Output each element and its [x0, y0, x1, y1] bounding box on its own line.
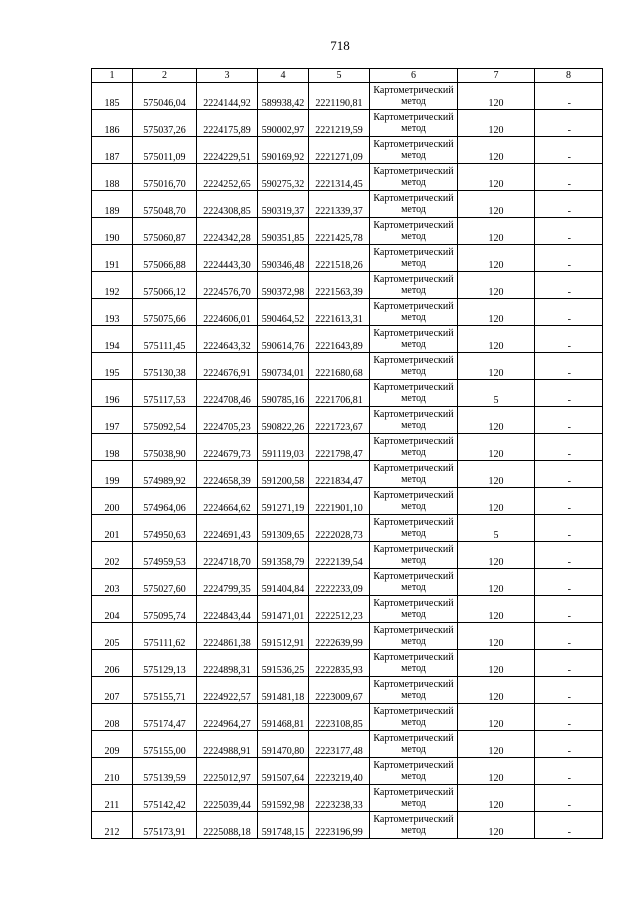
y2-coordinate-cell: 2221834,47	[309, 461, 370, 488]
point-number-cell: 188	[92, 164, 133, 191]
y-coordinate-cell: 2224691,43	[197, 515, 258, 542]
y-coordinate-cell: 2224799,35	[197, 569, 258, 596]
table-row	[92, 299, 603, 326]
x-coordinate-cell: 574959,53	[133, 542, 197, 569]
x-coordinate-cell: 575111,62	[133, 623, 197, 650]
y-coordinate-cell: 2224658,39	[197, 461, 258, 488]
method-cell: Картометрический метод	[370, 650, 458, 677]
y2-coordinate-cell: 2222028,73	[309, 515, 370, 542]
y2-coordinate-cell: 2221518,26	[309, 245, 370, 272]
accuracy-cell: 120	[458, 272, 535, 299]
point-number-cell: 211	[92, 785, 133, 812]
note-cell: -	[535, 83, 603, 110]
point-number-cell: 204	[92, 596, 133, 623]
method-cell: Картометрический метод	[370, 623, 458, 650]
accuracy-cell: 120	[458, 704, 535, 731]
y2-coordinate-cell: 2221219,59	[309, 110, 370, 137]
x-coordinate-cell: 575155,00	[133, 731, 197, 758]
note-cell: -	[535, 731, 603, 758]
y-coordinate-cell: 2224718,70	[197, 542, 258, 569]
x2-coordinate-cell: 590785,16	[258, 380, 309, 407]
table-row	[92, 650, 603, 677]
method-cell: Картометрический метод	[370, 83, 458, 110]
y2-coordinate-cell: 2221190,81	[309, 83, 370, 110]
table-row	[92, 326, 603, 353]
table-header-row	[92, 69, 603, 83]
y-coordinate-cell: 2224988,91	[197, 731, 258, 758]
method-cell: Картометрический метод	[370, 218, 458, 245]
table-row	[92, 488, 603, 515]
table-row	[92, 245, 603, 272]
y2-coordinate-cell: 2223196,99	[309, 812, 370, 839]
accuracy-cell: 120	[458, 164, 535, 191]
y2-coordinate-cell: 2221613,31	[309, 299, 370, 326]
y-coordinate-cell: 2225012,97	[197, 758, 258, 785]
x2-coordinate-cell: 590275,32	[258, 164, 309, 191]
y-coordinate-cell: 2224252,65	[197, 164, 258, 191]
method-cell: Картометрический метод	[370, 569, 458, 596]
table-row	[92, 407, 603, 434]
y-coordinate-cell: 2224175,89	[197, 110, 258, 137]
x-coordinate-cell: 575142,42	[133, 785, 197, 812]
accuracy-cell: 120	[458, 110, 535, 137]
header-cell: 2	[133, 69, 197, 83]
table-row	[92, 812, 603, 839]
table-row	[92, 515, 603, 542]
x-coordinate-cell: 575060,87	[133, 218, 197, 245]
header-cell: 8	[535, 69, 603, 83]
y2-coordinate-cell: 2222139,54	[309, 542, 370, 569]
y-coordinate-cell: 2225039,44	[197, 785, 258, 812]
y-coordinate-cell: 2224443,30	[197, 245, 258, 272]
x2-coordinate-cell: 591119,03	[258, 434, 309, 461]
accuracy-cell: 120	[458, 488, 535, 515]
method-cell: Картометрический метод	[370, 812, 458, 839]
y-coordinate-cell: 2224144,92	[197, 83, 258, 110]
y-coordinate-cell: 2224679,73	[197, 434, 258, 461]
y2-coordinate-cell: 2221901,10	[309, 488, 370, 515]
x-coordinate-cell: 575075,66	[133, 299, 197, 326]
point-number-cell: 189	[92, 191, 133, 218]
x2-coordinate-cell: 591536,25	[258, 650, 309, 677]
x2-coordinate-cell: 590464,52	[258, 299, 309, 326]
table-row	[92, 461, 603, 488]
point-number-cell: 193	[92, 299, 133, 326]
y2-coordinate-cell: 2221723,67	[309, 407, 370, 434]
x2-coordinate-cell: 591507,64	[258, 758, 309, 785]
y2-coordinate-cell: 2223108,85	[309, 704, 370, 731]
x-coordinate-cell: 575155,71	[133, 677, 197, 704]
note-cell: -	[535, 434, 603, 461]
x-coordinate-cell: 575130,38	[133, 353, 197, 380]
x2-coordinate-cell: 590319,37	[258, 191, 309, 218]
x2-coordinate-cell: 591468,81	[258, 704, 309, 731]
y-coordinate-cell: 2224643,32	[197, 326, 258, 353]
x2-coordinate-cell: 591271,19	[258, 488, 309, 515]
table-row	[92, 731, 603, 758]
y-coordinate-cell: 2224606,01	[197, 299, 258, 326]
note-cell: -	[535, 191, 603, 218]
accuracy-cell: 120	[458, 785, 535, 812]
table-row	[92, 785, 603, 812]
y-coordinate-cell: 2224308,85	[197, 191, 258, 218]
y-coordinate-cell: 2224708,46	[197, 380, 258, 407]
header-cell: 5	[309, 69, 370, 83]
accuracy-cell: 120	[458, 731, 535, 758]
header-cell: 7	[458, 69, 535, 83]
point-number-cell: 196	[92, 380, 133, 407]
point-number-cell: 198	[92, 434, 133, 461]
y2-coordinate-cell: 2221643,89	[309, 326, 370, 353]
x2-coordinate-cell: 591471,01	[258, 596, 309, 623]
method-cell: Картометрический метод	[370, 353, 458, 380]
x2-coordinate-cell: 591358,79	[258, 542, 309, 569]
y2-coordinate-cell: 2223177,48	[309, 731, 370, 758]
note-cell: -	[535, 245, 603, 272]
table-row	[92, 353, 603, 380]
table-row	[92, 380, 603, 407]
page-number: 718	[330, 38, 350, 53]
x-coordinate-cell: 575066,88	[133, 245, 197, 272]
method-cell: Картометрический метод	[370, 137, 458, 164]
table-row	[92, 164, 603, 191]
method-cell: Картометрический метод	[370, 596, 458, 623]
point-number-cell: 192	[92, 272, 133, 299]
note-cell: -	[535, 353, 603, 380]
point-number-cell: 203	[92, 569, 133, 596]
x2-coordinate-cell: 591481,18	[258, 677, 309, 704]
x2-coordinate-cell: 591309,65	[258, 515, 309, 542]
y-coordinate-cell: 2224705,23	[197, 407, 258, 434]
point-number-cell: 195	[92, 353, 133, 380]
y-coordinate-cell: 2224576,70	[197, 272, 258, 299]
note-cell: -	[535, 515, 603, 542]
x2-coordinate-cell: 591200,58	[258, 461, 309, 488]
accuracy-cell: 120	[458, 758, 535, 785]
x-coordinate-cell: 574964,06	[133, 488, 197, 515]
note-cell: -	[535, 677, 603, 704]
method-cell: Картометрический метод	[370, 326, 458, 353]
note-cell: -	[535, 812, 603, 839]
note-cell: -	[535, 704, 603, 731]
note-cell: -	[535, 326, 603, 353]
y2-coordinate-cell: 2223219,40	[309, 758, 370, 785]
accuracy-cell: 120	[458, 812, 535, 839]
header-cell: 1	[92, 69, 133, 83]
point-number-cell: 210	[92, 758, 133, 785]
accuracy-cell: 120	[458, 677, 535, 704]
x2-coordinate-cell: 590351,85	[258, 218, 309, 245]
x2-coordinate-cell: 590614,76	[258, 326, 309, 353]
header-cell: 6	[370, 69, 458, 83]
method-cell: Картометрический метод	[370, 110, 458, 137]
point-number-cell: 201	[92, 515, 133, 542]
y-coordinate-cell: 2224676,91	[197, 353, 258, 380]
x-coordinate-cell: 575038,90	[133, 434, 197, 461]
x2-coordinate-cell: 591470,80	[258, 731, 309, 758]
table-row	[92, 542, 603, 569]
method-cell: Картометрический метод	[370, 488, 458, 515]
x-coordinate-cell: 575173,91	[133, 812, 197, 839]
y2-coordinate-cell: 2221425,78	[309, 218, 370, 245]
header-cell: 3	[197, 69, 258, 83]
note-cell: -	[535, 380, 603, 407]
accuracy-cell: 120	[458, 299, 535, 326]
x-coordinate-cell: 575027,60	[133, 569, 197, 596]
point-number-cell: 207	[92, 677, 133, 704]
x2-coordinate-cell: 591748,15	[258, 812, 309, 839]
method-cell: Картометрический метод	[370, 677, 458, 704]
x2-coordinate-cell: 591512,91	[258, 623, 309, 650]
method-cell: Картометрический метод	[370, 299, 458, 326]
x-coordinate-cell: 575092,54	[133, 407, 197, 434]
table-row	[92, 434, 603, 461]
x-coordinate-cell: 575117,53	[133, 380, 197, 407]
y2-coordinate-cell: 2223238,33	[309, 785, 370, 812]
method-cell: Картометрический метод	[370, 515, 458, 542]
accuracy-cell: 120	[458, 191, 535, 218]
y-coordinate-cell: 2224964,27	[197, 704, 258, 731]
coordinates-table	[91, 68, 603, 839]
y2-coordinate-cell: 2221314,45	[309, 164, 370, 191]
point-number-cell: 206	[92, 650, 133, 677]
x-coordinate-cell: 575129,13	[133, 650, 197, 677]
table-row	[92, 704, 603, 731]
x-coordinate-cell: 574950,63	[133, 515, 197, 542]
table-row	[92, 191, 603, 218]
y-coordinate-cell: 2225088,18	[197, 812, 258, 839]
y2-coordinate-cell: 2221339,37	[309, 191, 370, 218]
method-cell: Картометрический метод	[370, 245, 458, 272]
x-coordinate-cell: 575174,47	[133, 704, 197, 731]
table-row	[92, 677, 603, 704]
accuracy-cell: 120	[458, 461, 535, 488]
x-coordinate-cell: 575048,70	[133, 191, 197, 218]
method-cell: Картометрический метод	[370, 191, 458, 218]
y2-coordinate-cell: 2221706,81	[309, 380, 370, 407]
note-cell: -	[535, 407, 603, 434]
method-cell: Картометрический метод	[370, 461, 458, 488]
x-coordinate-cell: 575111,45	[133, 326, 197, 353]
table-body	[92, 83, 603, 839]
note-cell: -	[535, 110, 603, 137]
note-cell: -	[535, 542, 603, 569]
note-cell: -	[535, 785, 603, 812]
x-coordinate-cell: 574989,92	[133, 461, 197, 488]
accuracy-cell: 120	[458, 137, 535, 164]
method-cell: Картометрический метод	[370, 704, 458, 731]
table-row	[92, 110, 603, 137]
note-cell: -	[535, 650, 603, 677]
accuracy-cell: 120	[458, 83, 535, 110]
accuracy-cell: 5	[458, 515, 535, 542]
x-coordinate-cell: 575139,59	[133, 758, 197, 785]
x2-coordinate-cell: 590346,48	[258, 245, 309, 272]
method-cell: Картометрический метод	[370, 731, 458, 758]
note-cell: -	[535, 596, 603, 623]
note-cell: -	[535, 137, 603, 164]
point-number-cell: 191	[92, 245, 133, 272]
y2-coordinate-cell: 2221563,39	[309, 272, 370, 299]
method-cell: Картометрический метод	[370, 434, 458, 461]
note-cell: -	[535, 488, 603, 515]
point-number-cell: 194	[92, 326, 133, 353]
y-coordinate-cell: 2224922,57	[197, 677, 258, 704]
method-cell: Картометрический метод	[370, 407, 458, 434]
note-cell: -	[535, 299, 603, 326]
x2-coordinate-cell: 591404,84	[258, 569, 309, 596]
point-number-cell: 202	[92, 542, 133, 569]
x2-coordinate-cell: 590372,98	[258, 272, 309, 299]
x2-coordinate-cell: 590002,97	[258, 110, 309, 137]
y2-coordinate-cell: 2222835,93	[309, 650, 370, 677]
note-cell: -	[535, 272, 603, 299]
y-coordinate-cell: 2224664,62	[197, 488, 258, 515]
accuracy-cell: 5	[458, 380, 535, 407]
x2-coordinate-cell: 590822,26	[258, 407, 309, 434]
point-number-cell: 197	[92, 407, 133, 434]
y-coordinate-cell: 2224342,28	[197, 218, 258, 245]
method-cell: Картометрический метод	[370, 164, 458, 191]
point-number-cell: 200	[92, 488, 133, 515]
x2-coordinate-cell: 591592,98	[258, 785, 309, 812]
y-coordinate-cell: 2224898,31	[197, 650, 258, 677]
x2-coordinate-cell: 590169,92	[258, 137, 309, 164]
point-number-cell: 187	[92, 137, 133, 164]
note-cell: -	[535, 758, 603, 785]
method-cell: Картометрический метод	[370, 758, 458, 785]
point-number-cell: 209	[92, 731, 133, 758]
point-number-cell: 190	[92, 218, 133, 245]
accuracy-cell: 120	[458, 353, 535, 380]
accuracy-cell: 120	[458, 569, 535, 596]
x-coordinate-cell: 575011,09	[133, 137, 197, 164]
note-cell: -	[535, 218, 603, 245]
y2-coordinate-cell: 2222233,09	[309, 569, 370, 596]
method-cell: Картометрический метод	[370, 542, 458, 569]
table-row	[92, 596, 603, 623]
point-number-cell: 208	[92, 704, 133, 731]
accuracy-cell: 120	[458, 245, 535, 272]
x-coordinate-cell: 575016,70	[133, 164, 197, 191]
table-row	[92, 272, 603, 299]
table-row	[92, 569, 603, 596]
x-coordinate-cell: 575037,26	[133, 110, 197, 137]
y-coordinate-cell: 2224861,38	[197, 623, 258, 650]
y2-coordinate-cell: 2223009,67	[309, 677, 370, 704]
accuracy-cell: 120	[458, 623, 535, 650]
accuracy-cell: 120	[458, 218, 535, 245]
accuracy-cell: 120	[458, 542, 535, 569]
x-coordinate-cell: 575066,12	[133, 272, 197, 299]
y-coordinate-cell: 2224843,44	[197, 596, 258, 623]
point-number-cell: 212	[92, 812, 133, 839]
header-cell: 4	[258, 69, 309, 83]
point-number-cell: 199	[92, 461, 133, 488]
note-cell: -	[535, 461, 603, 488]
table-row	[92, 758, 603, 785]
y2-coordinate-cell: 2221680,68	[309, 353, 370, 380]
x-coordinate-cell: 575095,74	[133, 596, 197, 623]
note-cell: -	[535, 569, 603, 596]
method-cell: Картометрический метод	[370, 380, 458, 407]
y2-coordinate-cell: 2222639,99	[309, 623, 370, 650]
x2-coordinate-cell: 590734,01	[258, 353, 309, 380]
accuracy-cell: 120	[458, 326, 535, 353]
accuracy-cell: 120	[458, 434, 535, 461]
x2-coordinate-cell: 589938,42	[258, 83, 309, 110]
method-cell: Картометрический метод	[370, 785, 458, 812]
y-coordinate-cell: 2224229,51	[197, 137, 258, 164]
table-row	[92, 83, 603, 110]
y2-coordinate-cell: 2221798,47	[309, 434, 370, 461]
y2-coordinate-cell: 2221271,09	[309, 137, 370, 164]
x-coordinate-cell: 575046,04	[133, 83, 197, 110]
table-row	[92, 218, 603, 245]
accuracy-cell: 120	[458, 596, 535, 623]
note-cell: -	[535, 623, 603, 650]
note-cell: -	[535, 164, 603, 191]
point-number-cell: 186	[92, 110, 133, 137]
y2-coordinate-cell: 2222512,23	[309, 596, 370, 623]
accuracy-cell: 120	[458, 650, 535, 677]
table-row	[92, 137, 603, 164]
method-cell: Картометрический метод	[370, 272, 458, 299]
point-number-cell: 185	[92, 83, 133, 110]
accuracy-cell: 120	[458, 407, 535, 434]
table-row	[92, 623, 603, 650]
point-number-cell: 205	[92, 623, 133, 650]
